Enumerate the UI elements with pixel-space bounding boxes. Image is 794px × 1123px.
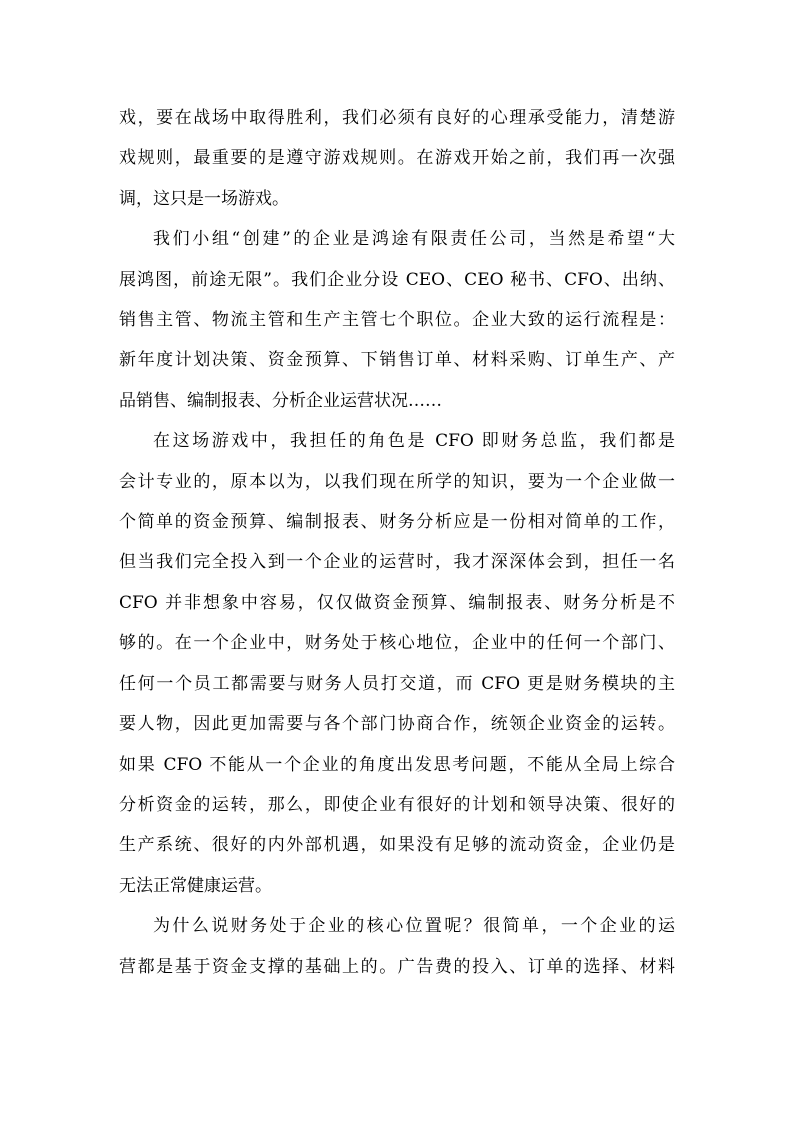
text-line: 会计专业的，原本以为，以我们现在所学的知识，要为一个企业做一 [119,471,675,492]
paragraph-4 [119,906,675,987]
text-line: 调，这只是一场游戏。 [119,188,289,209]
text-line: 展鸿图，前途无限”。我们企业分设 CEO、CEO 秘书、CFO、出纳、 [119,269,675,290]
text-line: 为什么说财务处于企业的核心位置呢？很简单，一个企业的运 [153,916,675,937]
text-line: 无法正常健康运营。 [119,875,272,896]
text-line: 营都是基于资金支撑的基础上的。广告费的投入、订单的选择、材料 [119,956,675,977]
text-line: 要人物，因此更加需要与各个部门协商合作，统领企业资金的运转。 [119,714,675,735]
text-line: 戏规则，最重要的是遵守游戏规则。在游戏开始之前，我们再一次强 [119,148,675,169]
text-line: 销售主管、物流主管和生产主管七个职位。企业大致的运行流程是： [119,310,675,331]
text-line: 新年度计划决策、资金预算、下销售订单、材料采购、订单生产、产 [119,350,675,371]
text-line: CFO 并非想象中容易，仅仅做资金预算、编制报表、财务分析是不 [119,592,675,613]
paragraph-3 [119,421,675,906]
paragraph-1 [119,98,675,219]
text-line: 我们小组“创建”的企业是鸿途有限责任公司，当然是希望“大 [153,229,675,250]
document-body [119,98,675,987]
paragraph-2 [119,219,675,421]
text-line: 够的。在一个企业中，财务处于核心地位，企业中的任何一个部门、 [119,633,675,654]
text-line: 但当我们完全投入到一个企业的运营时，我才深深体会到，担任一名 [119,552,675,573]
text-line: 分析资金的运转，那么，即使企业有很好的计划和领导决策、很好的 [119,794,675,815]
text-line: 如果 CFO 不能从一个企业的角度出发思考问题，不能从全局上综合 [119,754,675,775]
text-line: 在这场游戏中，我担任的角色是 CFO 即财务总监，我们都是 [153,431,675,452]
text-line: 任何一个员工都需要与财务人员打交道，而 CFO 更是财务模块的主 [119,673,675,694]
text-line: 品销售、编制报表、分析企业运营状况…… [119,390,442,411]
text-line: 生产系统、很好的内外部机遇，如果没有足够的流动资金，企业仍是 [119,835,675,856]
text-line: 戏，要在战场中取得胜利，我们必须有良好的心理承受能力，清楚游 [119,108,675,128]
text-line: 个简单的资金预算、编制报表、财务分析应是一份相对简单的工作， [119,512,675,533]
